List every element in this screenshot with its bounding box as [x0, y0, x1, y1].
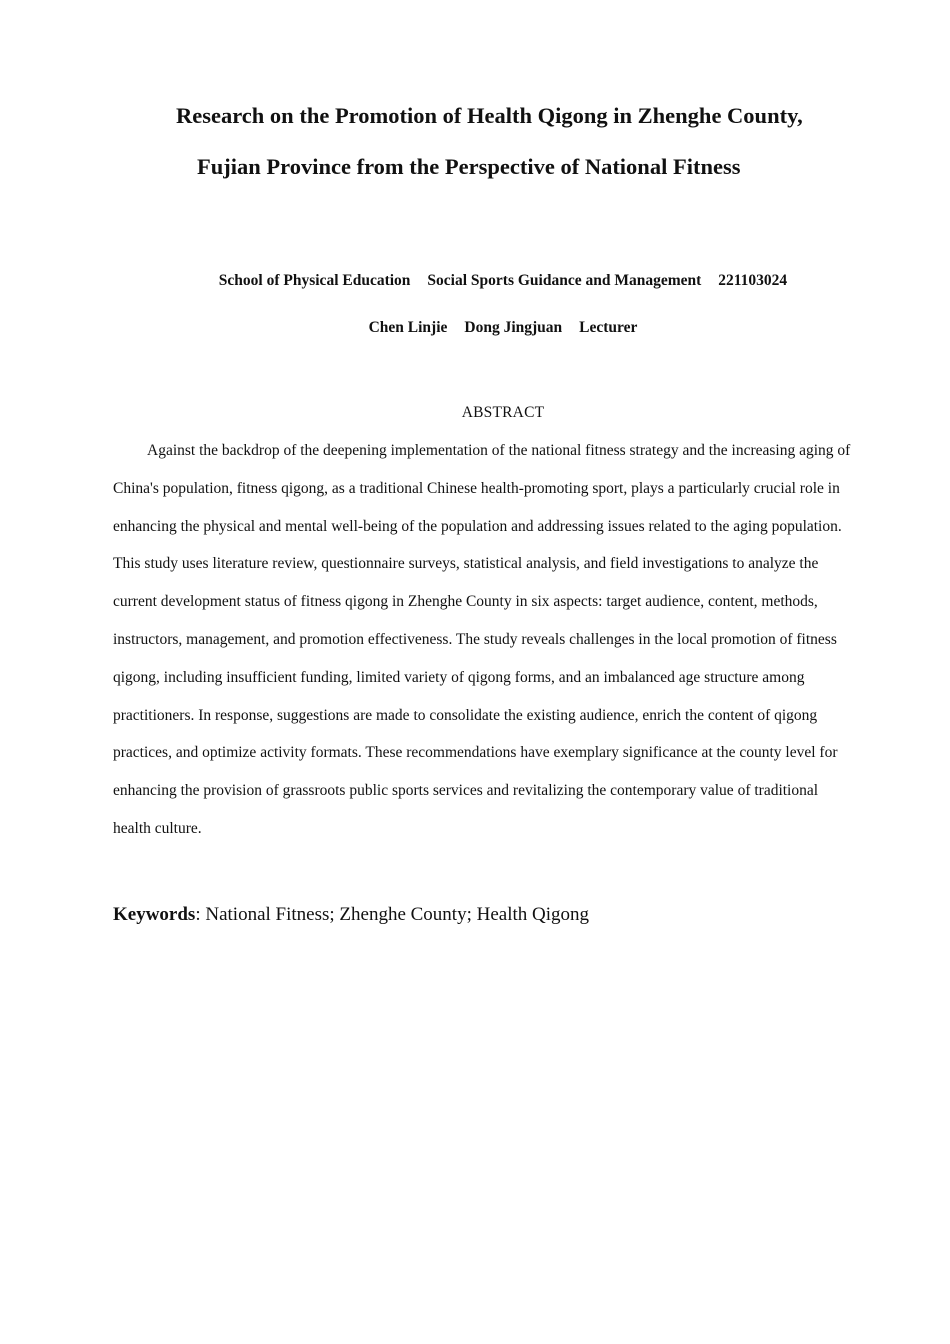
- paper-title-line-1: Research on the Promotion of Health Qigong in Zhenghe County,: [176, 103, 803, 128]
- keywords-line: [113, 905, 589, 924]
- major-name: Social Sports Guidance and Management: [427, 272, 702, 289]
- keywords-label: Keywords: [113, 904, 196, 925]
- affiliation-line: [0, 273, 950, 289]
- advisor-title: Lecturer: [579, 319, 638, 336]
- advisor-name: Dong Jingjuan: [464, 319, 563, 336]
- paper-title-line-2: Fujian Province from the Perspective of National Fitness: [197, 154, 741, 179]
- author-name: Chen Linjie: [368, 319, 448, 336]
- student-id: 221103024: [718, 272, 788, 289]
- abstract-heading: ABSTRACT: [461, 404, 545, 421]
- keywords-text: : National Fitness; Zhenghe County; Health Qigong: [195, 904, 590, 925]
- school-name: School of Physical Education: [218, 272, 411, 289]
- authors-line: [0, 320, 950, 336]
- abstract-body: Against the backdrop of the deepening implementation of the national fitness strategy and the increasing aging of China's population, fitness qigong, as a traditional Chinese health-promoting sport, plays a particularly crucial role in enhancing the physical and mental well-being of the population and addressing issues related to the aging population. This study uses literature review, questionnaire surveys, statistical analysis, and field investigations to analyze the current development status of fitness qigong in Zhenghe County in six aspects: target audience, content, methods, instructors, management, and promotion effectiveness. The study reveals challenges in the local promotion of fitness qigong, including insufficient funding, limited variety of qigong forms, and an imbalanced age structure among practitioners. In response, suggestions are made to consolidate the existing audience, enrich the content of qigong practices, and optimize activity formats. These recommendations have exemplary significance at the county level for enhancing the provision of grassroots public sports services and revitalizing the contemporary value of traditional health culture.: [113, 442, 851, 837]
